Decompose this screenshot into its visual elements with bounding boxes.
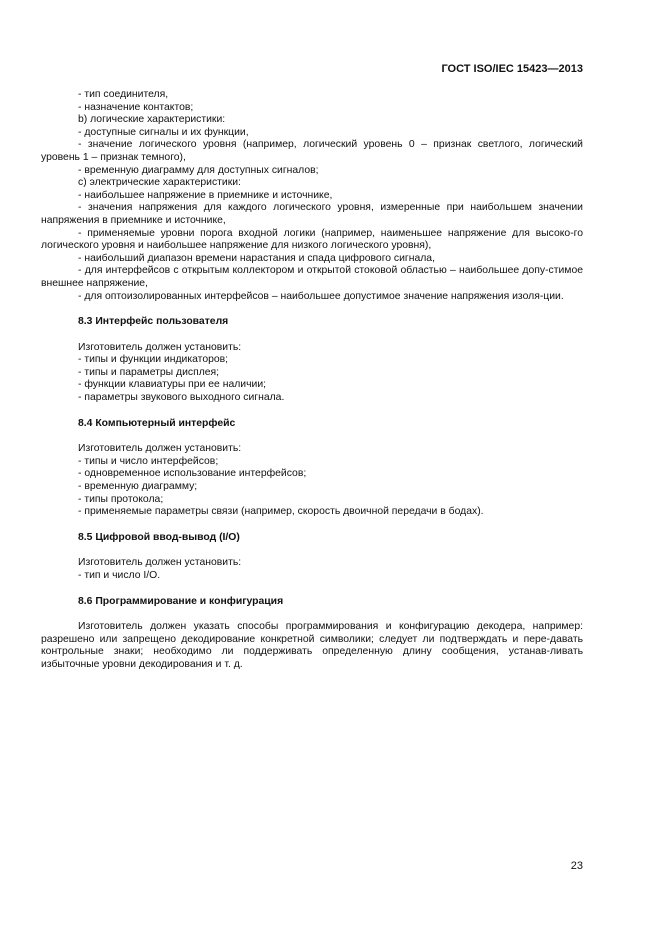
list-item: - значения напряжения для каждого логического уровня, измеренные при наибольшем значении напряжения в приемнике и источнике, bbox=[41, 202, 583, 226]
section-computer-interface bbox=[41, 418, 583, 519]
list-item: - применяемые параметры связи (например, скорость двоичной передачи в бодах). bbox=[78, 506, 484, 518]
section-title: 8.6 Программирование и конфигурация bbox=[78, 595, 284, 607]
list-item: - параметры звукового выходного сигнала. bbox=[78, 392, 285, 404]
section-lead: Изготовитель должен установить: bbox=[78, 443, 242, 455]
list-item: - типы и функции индикаторов; bbox=[78, 354, 229, 366]
list-item: - тип соединителя, bbox=[78, 89, 169, 100]
list-item: с) электрические характеристики: bbox=[78, 177, 241, 189]
section-programming bbox=[41, 596, 583, 672]
list-item: - применяемые уровни порога входной логики (например, наименьшее напряжение для высоко-го логического уровня и наибольшее напряжение для низкого логического уровня), bbox=[41, 227, 583, 252]
section-title: 8.3 Интерфейс пользователя bbox=[78, 316, 229, 328]
list-item: - типы и параметры дисплея; bbox=[78, 366, 220, 378]
list-item: - типы протокола; bbox=[78, 493, 164, 505]
list-item: - наибольшее напряжение в приемнике и источнике, bbox=[78, 189, 333, 201]
list-item: - назначение контактов; bbox=[78, 101, 194, 113]
list-item: - для интерфейсов с открытым коллектором и открытой стоковой областью – наибольшее допу-стимое внешнее напряжение, bbox=[41, 265, 583, 289]
section-paragraph: Изготовитель должен указать способы программирования и конфигурацию декодера, например: разрешено или запрещено декодирование конкретной символики; следует ли подтверждать и пере-давать контрольные знаки; необходимо ли поддерживать определенную длину сообщения, устанав-ливать избыточные уровни декодирования и т. д. bbox=[41, 621, 583, 670]
section-user-interface bbox=[41, 316, 583, 405]
list-item: - значение логического уровня (например, логический уровень 0 – признак светлого, логический уровень 1 – признак темного), bbox=[41, 139, 583, 163]
document-body bbox=[41, 89, 583, 672]
document-header: ГОСТ ISO/IEC 15423—2013 bbox=[441, 63, 583, 75]
list-item: - типы и число интерфейсов; bbox=[78, 455, 219, 467]
section-lead: Изготовитель должен установить: bbox=[78, 557, 242, 569]
list-item: - временную диаграмму для доступных сигналов; bbox=[78, 164, 319, 176]
section-lead: Изготовитель должен установить: bbox=[78, 341, 242, 353]
section-title: 8.5 Цифровой ввод-вывод (I/O) bbox=[78, 531, 240, 543]
list-item: b) логические характеристики: bbox=[78, 114, 226, 126]
list-item: - тип и число I/O. bbox=[78, 570, 161, 581]
list-item: - временную диаграмму; bbox=[78, 481, 198, 493]
list-item: - доступные сигналы и их функции, bbox=[78, 126, 249, 138]
section-title: 8.4 Компьютерный интерфейс bbox=[78, 417, 236, 429]
list-item: - наибольший диапазон времени нарастания и спада цифрового сигнала, bbox=[78, 252, 435, 264]
intro-list bbox=[41, 89, 583, 303]
list-item: - одновременное использование интерфейсов; bbox=[78, 468, 307, 480]
list-item: - для оптоизолированных интерфейсов – наибольшее допустимое значение напряжения изоля-ции. bbox=[78, 290, 564, 302]
page-number: 23 bbox=[570, 860, 583, 872]
section-digital-io bbox=[41, 532, 583, 583]
list-item: - функции клавиатуры при ее наличии; bbox=[78, 379, 267, 391]
